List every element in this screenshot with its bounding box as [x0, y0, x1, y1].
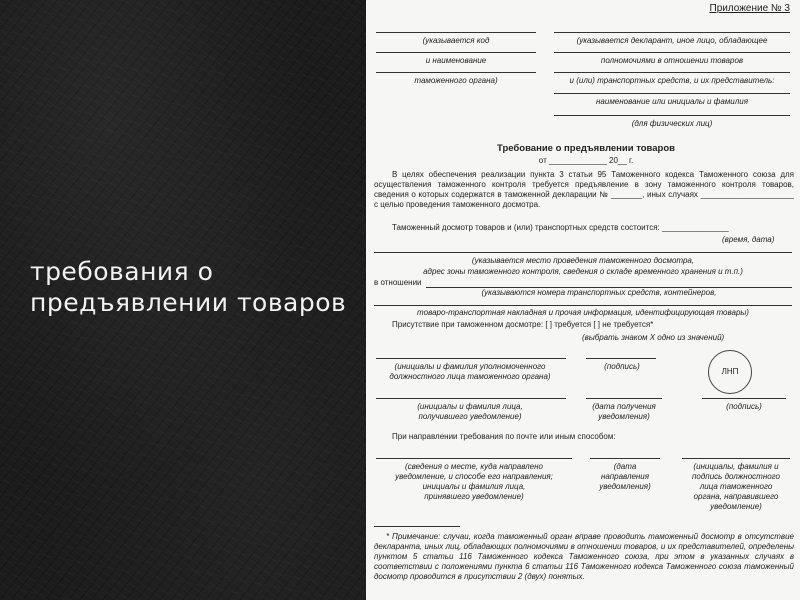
field-line: [586, 398, 662, 399]
field-line: [374, 305, 792, 306]
mail-line: При направлении требования по почте или иным способом:: [392, 432, 616, 441]
mail-place-caption-2: уведомление, и способе его направления;: [395, 472, 553, 481]
mail-official-caption-4: органа, направившего: [693, 492, 779, 501]
mail-place-caption-3: инициалы и фамилия лица,: [422, 482, 526, 491]
receipt-date-caption-2: уведомления): [598, 412, 650, 421]
signature-caption: (подпись): [604, 362, 640, 371]
field-line: [554, 52, 790, 53]
field-line: [554, 115, 790, 116]
document-title: Требование о предъявлении товаров: [497, 143, 675, 154]
mail-official-caption-1: (инициалы, фамилия и: [693, 462, 779, 471]
stamp-seal: [708, 350, 752, 394]
signature-caption-2: (подпись): [726, 402, 762, 411]
receipt-date-caption: (дата получения: [592, 402, 656, 411]
zone-caption: адрес зоны таможенного контроля, сведения о складе временного хранения и т.п.): [423, 267, 743, 276]
receiver-caption: (инициалы и фамилия лица,: [417, 402, 523, 411]
mail-date-caption-1: (дата: [613, 462, 637, 471]
field-line: [374, 252, 792, 253]
field-line: [376, 72, 536, 73]
mail-official-caption-2: подпись должностного: [692, 472, 780, 481]
stamp-label: ЛНП: [721, 367, 739, 376]
presence-line: Присутствие при таможенном досмотре: [ ] требуется [ ] не требуется*: [392, 320, 654, 329]
mail-date-caption-2: направления: [600, 472, 650, 481]
slide-title: требования о предъявлении товаров: [30, 257, 347, 317]
individuals-caption: (для физических лиц): [631, 119, 713, 128]
field-line: [554, 32, 790, 33]
field-line: [376, 32, 536, 33]
field-line: [586, 358, 656, 359]
customs-document: [366, 0, 800, 600]
footnote: * Примечание: случаи, когда таможенный орган вправе проводить таможенный досмотр в отсутствие декларанта, иных лиц, обладающих полномочиями в отношении товаров, и их представителей, определены пунктом 5 статьи 116 Таможенного кодекса Таможенного союза, при этом в указанных случаях в соответствии с положениями пункта 6 статьи 116 Таможенного кодекса Таможенного союза таможенный досмотр проводится в присутствии 2 (двух) понятых.: [374, 532, 794, 581]
name-caption: наименование или инициалы и фамилия: [596, 97, 748, 106]
field-line: [376, 358, 566, 359]
field-line: [376, 52, 536, 53]
field-line: [590, 458, 660, 459]
mail-place-caption-4: принявшего уведомление): [424, 492, 524, 501]
receiver-caption-2: получившего уведомление): [418, 412, 522, 421]
choose-caption: (выбрать знаком X одно из значений): [582, 333, 725, 342]
mail-date-caption-3: уведомления): [599, 482, 651, 491]
field-line: [554, 72, 790, 73]
appendix-label: Приложение № 3: [709, 3, 790, 14]
regarding-prefix: в отношении: [374, 278, 422, 287]
inspection-line: Таможенный досмотр товаров и (или) транспортных средств состоится: _______________: [392, 223, 729, 232]
place-caption: (указывается место проведения таможенного досмотра,: [471, 256, 695, 265]
field-line: [702, 398, 786, 399]
customs-name-caption: и наименование: [425, 56, 487, 65]
customs-authority-caption: таможенного органа): [414, 76, 498, 85]
customs-code-caption: (указывается код: [422, 36, 490, 45]
authority-caption: полномочиями в отношении товаров: [600, 56, 744, 65]
document-date: от _____________ 20__ г.: [538, 156, 634, 165]
time-date-caption: (время, дата): [722, 235, 775, 244]
field-line: [554, 93, 790, 94]
body-paragraph: В целях обеспечения реализации пункта 3 статьи 95 Таможенного кодекса Таможенного союза для осуществления таможенного контроля требуется предъявление в зону таможенного контроля товаров, сведения о которых содержатся в таможенной декларации № _______, иных случаях _____________________ с целью проведения таможенного досмотра.: [374, 170, 794, 209]
waybill-caption: товаро-транспортная накладная и прочая информация, идентифицирующая товары): [417, 308, 749, 317]
field-line: [376, 458, 572, 459]
mail-official-caption-3: лица таможенного: [699, 482, 773, 491]
field-line: [682, 458, 790, 459]
note-separator: [374, 526, 460, 527]
field-line: [376, 398, 566, 399]
declarant-caption: (указывается декларант, иное лицо, обладающее: [576, 36, 768, 45]
mail-official-caption-5: уведомление): [710, 502, 762, 511]
official-caption-2: должностного лица таможенного органа): [389, 372, 551, 381]
representative-caption: и (или) транспортных средств, и их представитель:: [569, 76, 775, 85]
vehicles-caption: (указываются номера транспортных средств, контейнеров,: [481, 288, 717, 297]
official-caption: (инициалы и фамилия уполномоченного: [394, 362, 546, 371]
mail-place-caption-1: (сведения о месте, куда направлено: [405, 462, 543, 471]
